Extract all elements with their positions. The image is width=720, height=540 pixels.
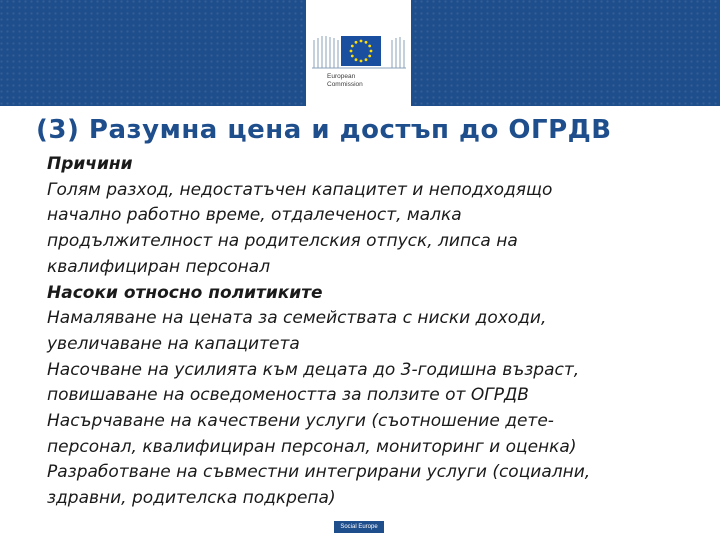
logo-wordmark [327,73,363,89]
header-banner [0,0,720,106]
policy-line: Разработване на съвместни интегрирани услуги (социални, [47,462,591,483]
policy-heading: Насоки относно политиките [47,282,323,303]
policy-line: Насърчаване на качествени услуги (съотношение дете- [47,411,554,432]
commission-building-icon [306,0,411,106]
policy-line: увеличаване на капацитета [47,333,300,354]
footer-label: Social Europe [340,524,378,530]
slide-body [47,152,707,512]
logo-line-1: European [327,73,356,80]
logo-line-2: Commission [327,81,363,88]
reasons-heading: Причини [47,154,133,174]
policy-line: повишаване на осведомеността за ползите от ОГРДВ [47,385,529,406]
policy-line: Намаляване на цената за семействата с ниски доходи, [47,308,547,329]
european-commission-logo [306,0,411,106]
slide-title: (3) Разумна цена и достъп до ОГРДВ [36,115,612,145]
reasons-line: Голям разход, недостатъчен капацитет и неподходящо [47,179,553,200]
policy-line: персонал, квалифициран персонал, мониторинг и оценка) [47,436,577,457]
reasons-line: начално работно време, отдалеченост, малка [47,205,462,226]
reasons-line: квалифициран персонал [47,256,271,277]
social-europe-badge [334,521,384,533]
reasons-line: продължителност на родителския отпуск, липса на [47,231,518,252]
policy-line: Насочване на усилията към децата до 3-годишна възраст, [47,359,580,380]
policy-line: здравни, родителска подкрепа) [47,488,336,509]
